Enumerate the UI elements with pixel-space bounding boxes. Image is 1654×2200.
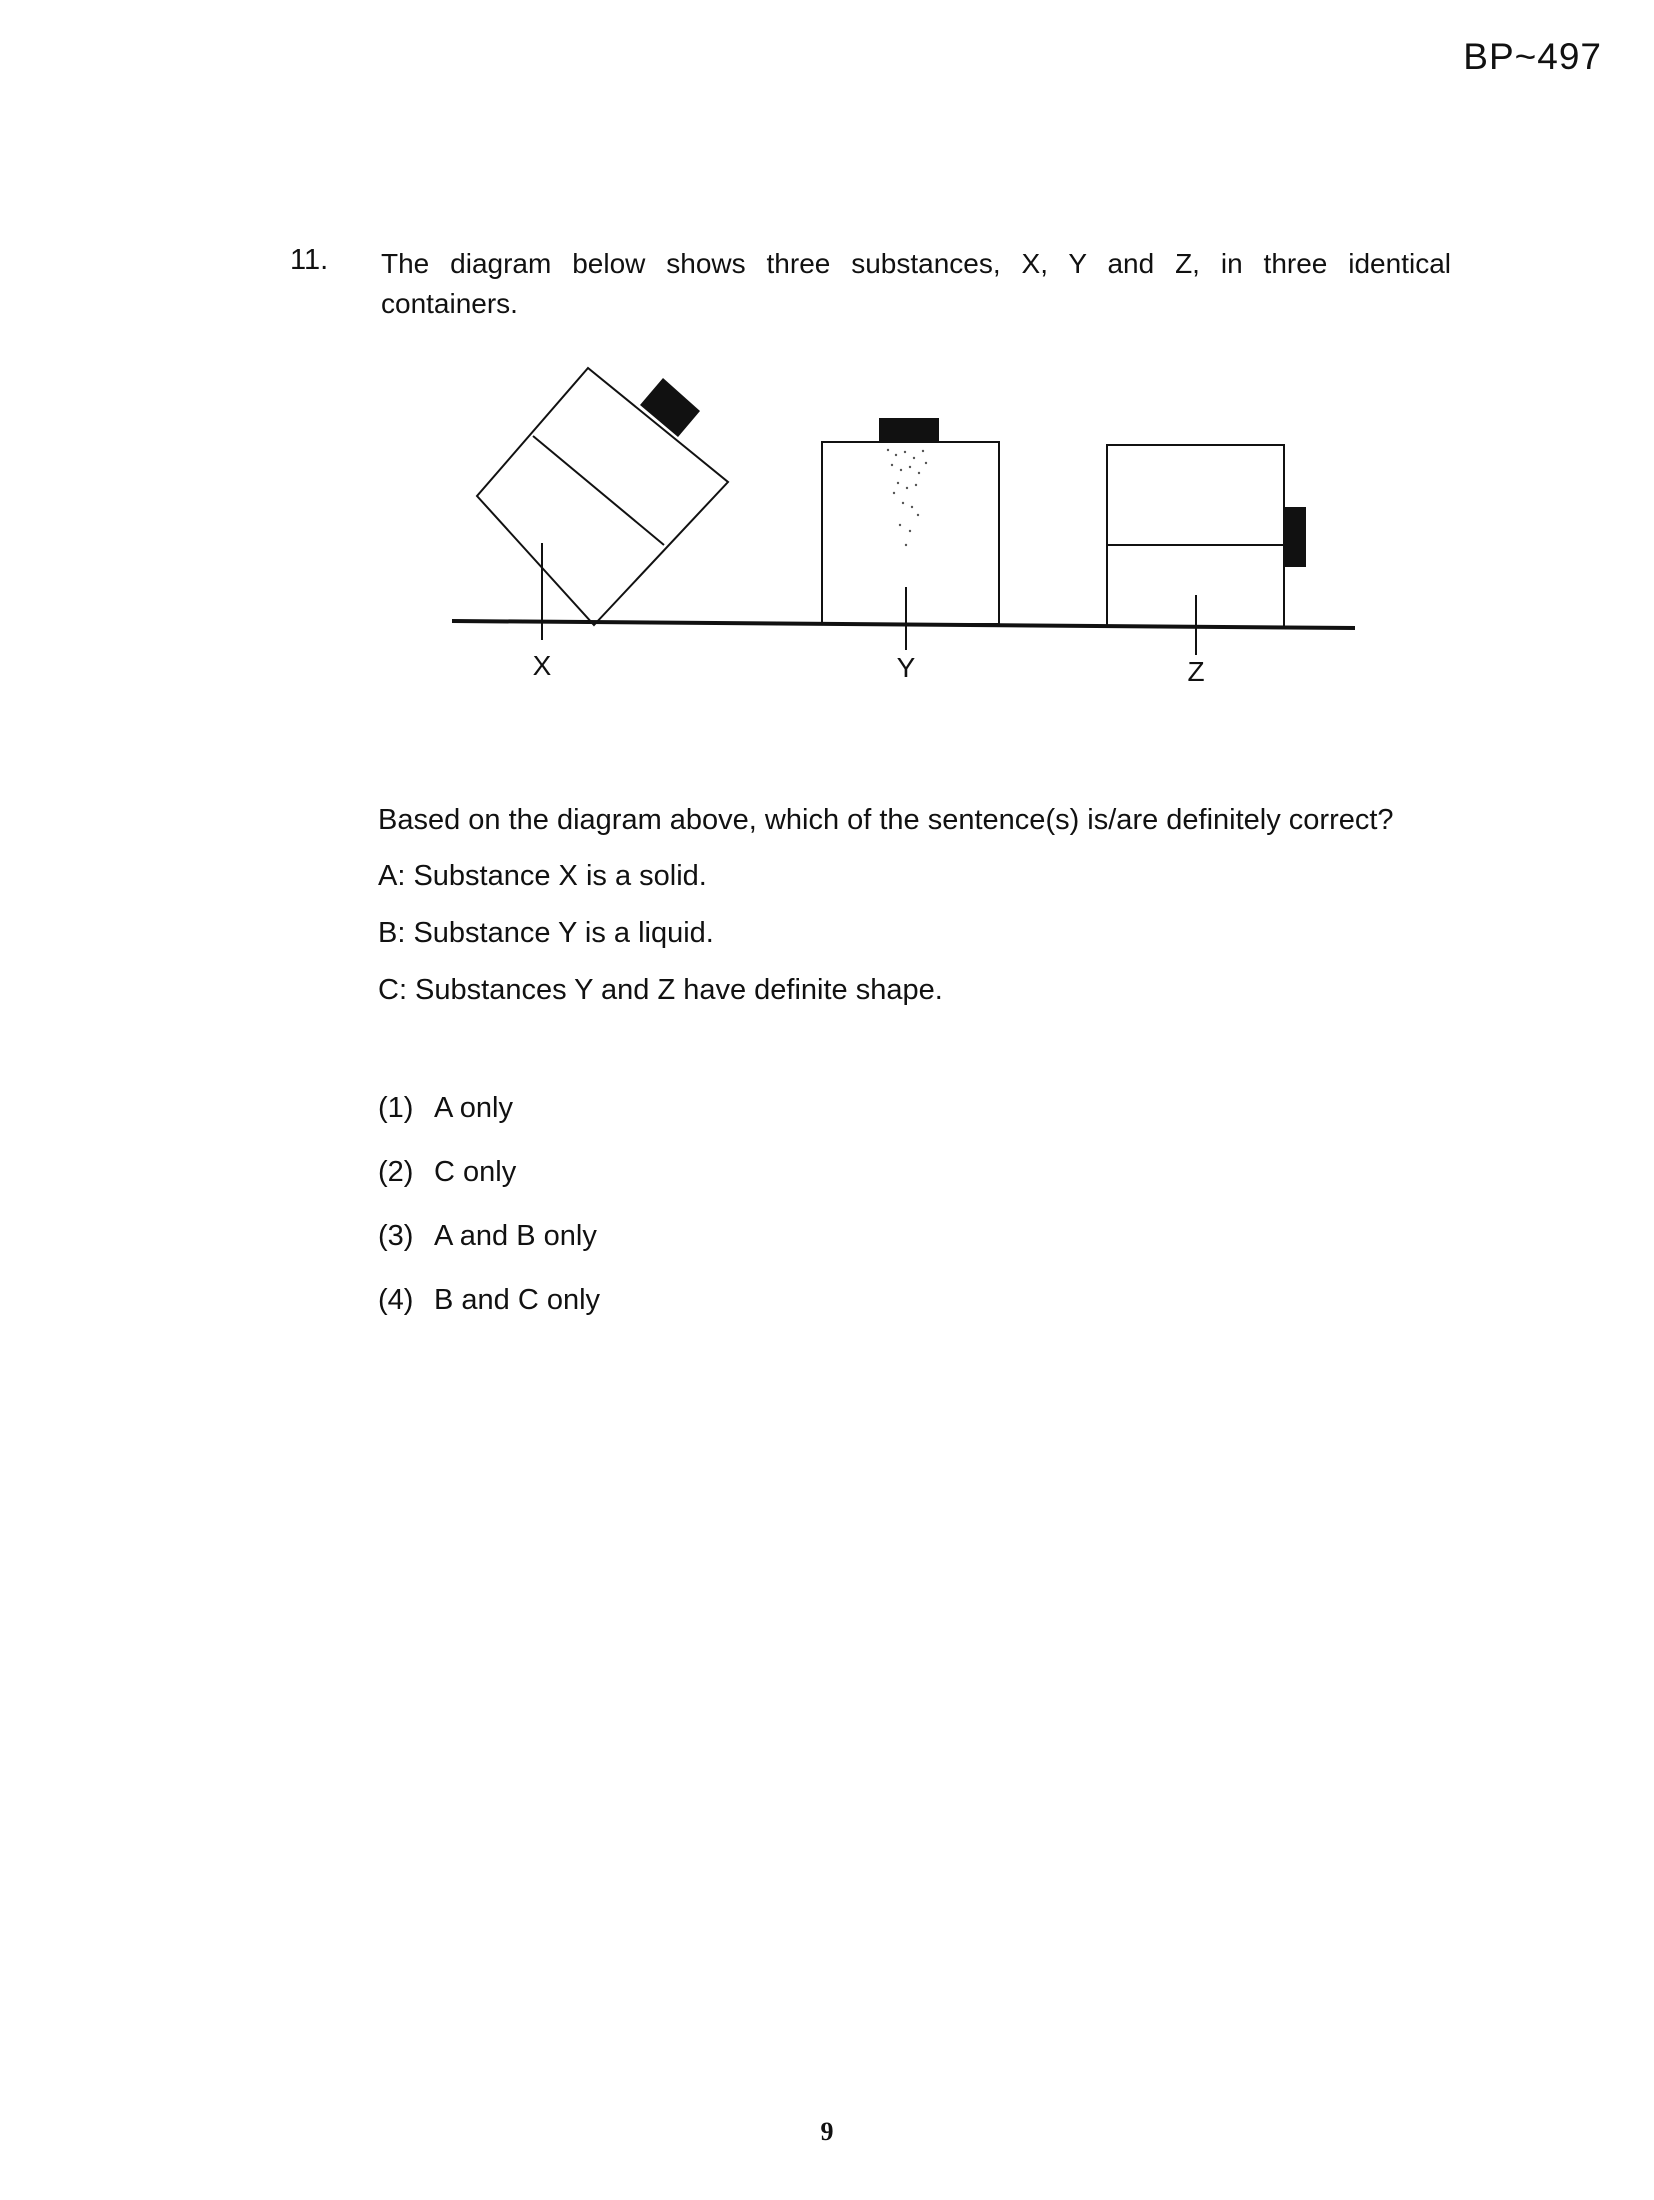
page-number: 9 <box>820 2117 834 2146</box>
question-stem: The diagram below shows three substances, X, Y and Z, in three identical containers. <box>381 248 1451 319</box>
option-number: (3) <box>378 1220 414 1252</box>
container-z <box>1107 445 1306 655</box>
container-y-lid <box>879 418 939 442</box>
option-1[interactable] <box>378 1088 1078 1128</box>
container-x-level <box>533 436 664 545</box>
label-z: Z <box>1187 656 1205 687</box>
option-3[interactable] <box>378 1216 1078 1256</box>
label-x: X <box>532 650 552 681</box>
containers-diagram <box>440 355 1360 695</box>
statement-a: A: Substance X is a solid. <box>378 860 707 892</box>
container-x <box>477 368 728 640</box>
option-text: A only <box>434 1092 513 1124</box>
page-code: BP~497 <box>1463 36 1602 77</box>
question-number: 11. <box>290 244 329 276</box>
answer-options <box>378 1088 1078 1344</box>
option-number: (4) <box>378 1284 414 1316</box>
container-y-gas-particles <box>887 449 927 546</box>
option-number: (2) <box>378 1156 414 1188</box>
option-text: C only <box>434 1156 517 1188</box>
container-x-lid <box>640 378 700 437</box>
option-2[interactable] <box>378 1152 1078 1192</box>
prompt-block <box>378 800 1478 1027</box>
option-number: (1) <box>378 1092 414 1124</box>
question-prompt: Based on the diagram above, which of the sentence(s) is/are definitely correct? <box>378 804 1394 836</box>
option-4[interactable] <box>378 1280 1078 1320</box>
option-text: A and B only <box>434 1220 597 1252</box>
container-y-outline <box>822 442 999 624</box>
container-z-lid <box>1284 507 1306 567</box>
option-text: B and C only <box>434 1284 601 1316</box>
container-y <box>822 418 999 650</box>
statement-c: C: Substances Y and Z have definite shape. <box>378 974 943 1006</box>
label-y: Y <box>896 652 916 683</box>
statement-b: B: Substance Y is a liquid. <box>378 917 714 949</box>
